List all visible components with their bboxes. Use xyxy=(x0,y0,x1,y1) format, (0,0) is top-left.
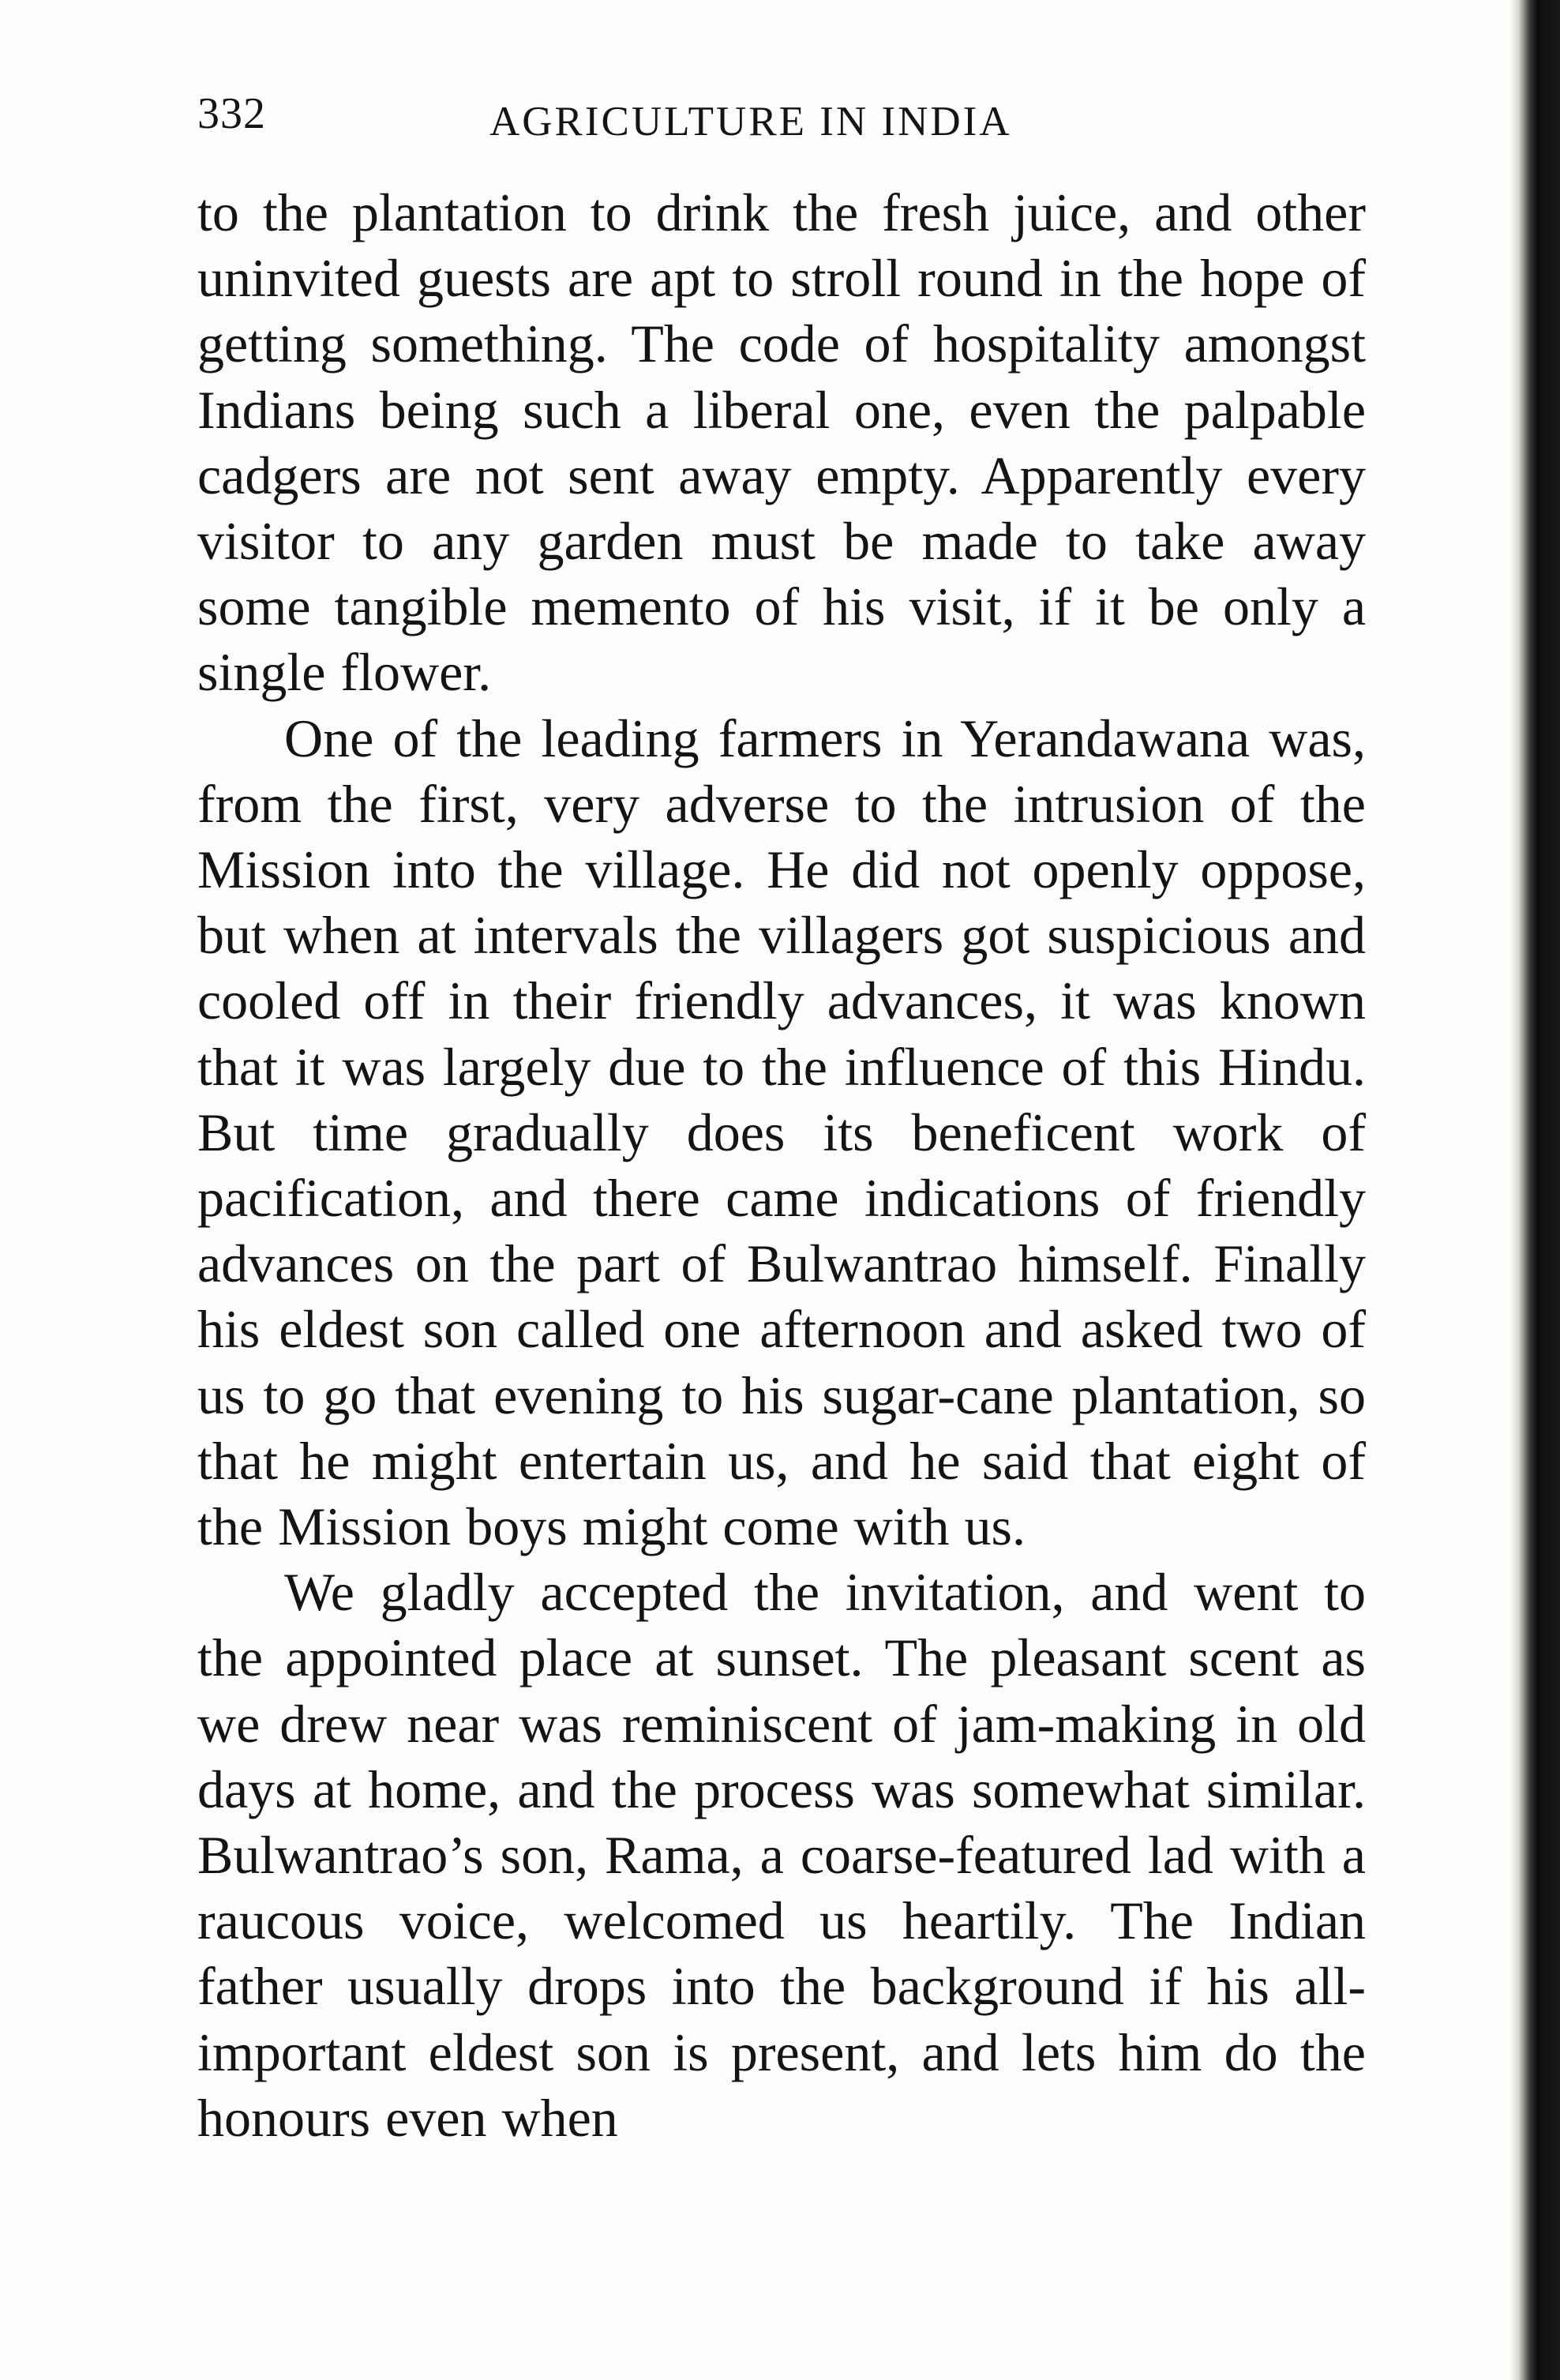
book-spine-shadow xyxy=(1509,0,1560,2380)
page-header xyxy=(0,88,1560,160)
page-number: 332 xyxy=(197,89,266,138)
paragraph-continued: to the plantation to drink the fresh juice, and other uninvited guests are apt to stroll round in the hope of getting something. The code of hospitality amongst Indians being such a liberal one, even the palpable cadgers are not sent away empty. Apparently every visitor to any garden must be made to take away some tangible memento of his visit, if it be only a single flower. xyxy=(197,182,1366,703)
paragraph-invitation: We gladly accepted the invitation, and went to the appointed place at sunset. The pleasant scent as we drew near was reminiscent of jam-making in old days at home, and the process was somewhat similar. Bulwantrao’s son, Rama, a coarse-featured lad with a raucous voice, welcomed us heartily. The Indian father usually drops into the background if his all-important eldest son is present, and lets him do the honours even when xyxy=(197,1562,1366,2148)
body-text xyxy=(197,180,1366,2151)
running-title: AGRICULTURE IN INDIA xyxy=(489,99,1012,145)
paragraph-farmer: One of the leading farmers in Yerandawana was, from the first, very adverse to the intrusion of the Mission into the village. He did not openly oppose, but when at intervals the villagers got suspicious and cooled off in their friendly advances, it was known that it was largely due to the influence of this Hindu. But time gradually does its beneficent work of pacification, and there came indications of friendly advances on the part of Bulwantrao himself. Finally his eldest son called one afternoon and asked two of us to go that evening to his sugar-cane plantation, so that he might entertain us, and he said that eight of the Mission boys might come with us. xyxy=(197,708,1366,1557)
